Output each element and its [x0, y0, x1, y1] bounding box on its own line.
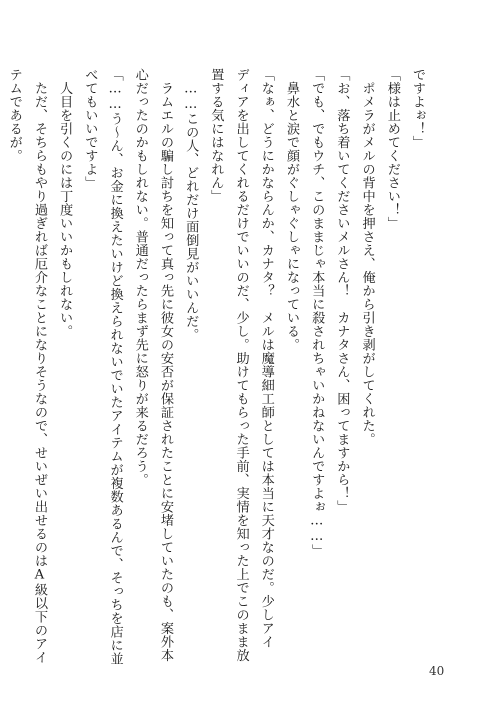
text-line-17: テムであるが。: [6, 68, 22, 163]
text-line-7: 「なぁ、どうにかならんか、カナタ？ メルは魔導細工師としては本当に天才なのだ。少しアイ: [258, 68, 274, 649]
text-line-1: ですよぉ！」: [410, 68, 425, 149]
text-line-15: 人目を引くのには丁度いいかもしれない。: [57, 68, 73, 338]
text-line-11: ラムエルの騙し討ちを知って真っ先に彼女の安否が保証されたことに安堵していたのも、案外本: [157, 68, 173, 662]
text-line-14: べてもいいですよ」: [82, 68, 98, 190]
text-line-4: 「お、落ち着いてくださいメルさん！ カナタさん、困ってますから！」: [334, 68, 350, 514]
text-line-10: ……この人、どれだけ面倒見がいいんだ。: [183, 68, 199, 342]
text-line-3: ポメラがメルの背中を押さえ、俺から引き剥がしてくれた。: [359, 68, 375, 446]
text-line-16: ただ、そちらもやり過ぎれば厄介なことになりそうなので、せいぜい出せるのはA級以下のアイ: [31, 68, 47, 664]
text-line-2: 「様は止めてください！」: [384, 68, 400, 230]
text-line-8: ディアを出してくれるだけでいいのだ、少し。助けてもらった手前、実情を知った上でこのまま放: [233, 68, 249, 662]
text-line-12: 心だったのかもしれない。普通だったらまず先に怒りが来るだろう。: [132, 68, 148, 487]
text-line-5: 「でも、でもウチ、このままじゃ本当に殺されちゃいかねないんですよぉ……」: [309, 68, 325, 558]
page-number: 40: [429, 664, 445, 678]
body-text: [6, 68, 430, 666]
text-line-13: 「……う～ん、お金に換えたいけど換えられないでいたアイテムが複数あるんで、そっちを店に並: [107, 68, 123, 666]
text-line-6: 鼻水と涙で顔がぐしゃぐしゃになっている。: [283, 68, 299, 352]
text-line-9: 置する気にはなれん」: [208, 68, 224, 203]
